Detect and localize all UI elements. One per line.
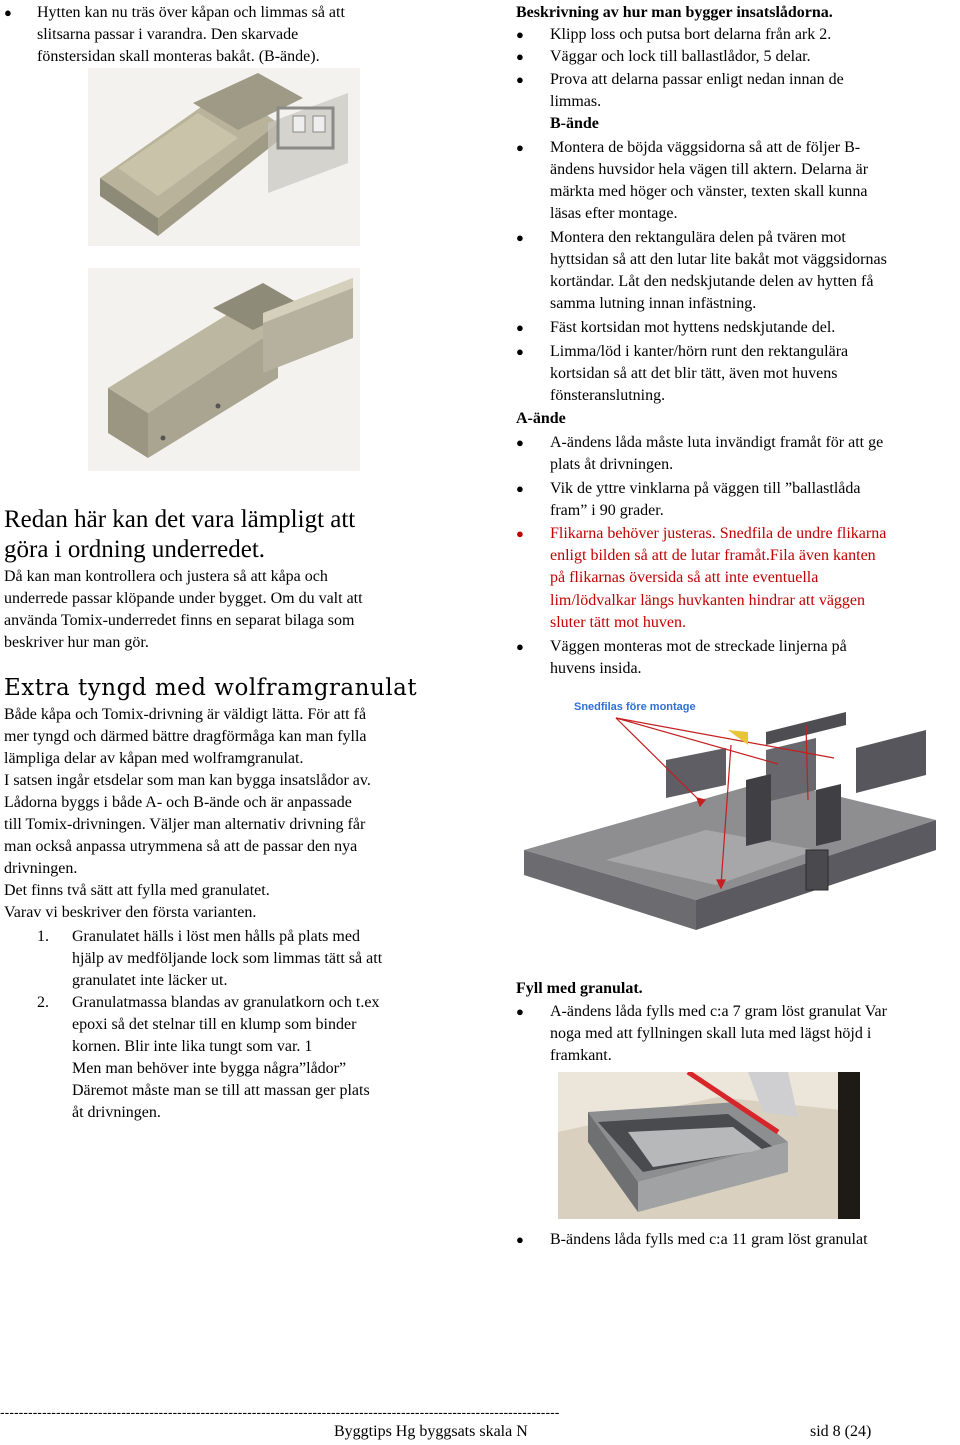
paragraph-line: lämpliga delar av kåpan med wolframgranulat. (4, 750, 304, 767)
list-number: 2. (37, 994, 49, 1011)
list-item-line: noga med att fyllningen skall luta med lägst höjd i (550, 1025, 872, 1042)
list-item-line: ändens huvsidor hela vägen till aktern. Delarna är (550, 161, 869, 178)
intro-line: slitsarna passar i varandra. Den skarvade (37, 26, 299, 43)
warning-line: sluter tätt mot huven. (550, 614, 686, 631)
intro-line: fönstersidan skall monteras bakåt. (B-ände). (37, 48, 320, 65)
footer-title: Byggtips Hg byggsats skala N (334, 1423, 528, 1440)
paragraph-line: Både kåpa och Tomix-drivning är väldigt lätta. För att få (4, 706, 367, 723)
intro-line: Hytten kan nu träs över kåpan och limmas så att (37, 4, 345, 21)
list-item-line: Klipp loss och putsa bort delarna från ark 2. (550, 26, 832, 43)
heading-tungsten-weight: Extra tyngd med wolframgranulat (4, 675, 418, 701)
assembled-hood-photo (88, 268, 360, 471)
list-item-line: Fäst kortsidan mot hyttens nedskjutande del. (550, 319, 836, 336)
list-item-line: kortsidan så att det blir tätt, även mot huvens (550, 365, 838, 382)
list-item-line: kortändar. Låt den nedskjutande delen av hytten få (550, 273, 874, 290)
list-item-line: hyttsidan så att den lutar lite bakåt mot väggsidornas (550, 251, 887, 268)
list-item-line: hjälp av medföljande lock som limmas tätt så att (72, 950, 383, 967)
list-number: 1. (37, 928, 49, 945)
bullet-icon: ● (516, 435, 524, 450)
paragraph-line: använda Tomix-underredet finns en separat bilaga som (4, 612, 355, 629)
bullet-icon: ● (516, 526, 524, 541)
paragraph-line: underrede passar klöpande under bygget. Om du valt att (4, 590, 363, 607)
heading-underframe: göra i ordning underredet. (4, 536, 266, 563)
bullet-icon: ● (516, 344, 524, 359)
bullet-icon: ● (516, 1232, 524, 1247)
list-item-line: Montera de böjda väggsidorna så att de följer B- (550, 139, 861, 156)
bullet-icon: ● (516, 320, 524, 335)
bullet-icon: ● (516, 140, 524, 155)
list-item-line: Prova att delarna passar enligt nedan innan de (550, 71, 844, 88)
list-item-line: läsas efter montage. (550, 205, 678, 222)
list-item-line: märkta med höger och vänster, texten skall kunna (550, 183, 868, 200)
bullet-icon: ● (516, 230, 524, 245)
list-item-line: Limma/löd i kanter/hörn runt den rektangulära (550, 343, 849, 360)
filled-box-photo (558, 1072, 860, 1219)
list-item-line: framkant. (550, 1047, 612, 1064)
subheading-a-end: A-ände (516, 410, 566, 427)
warning-line: på flikarnas översida så att inte eventuella (550, 569, 819, 586)
list-item-line: A-ändens låda måste luta invändigt framåt för att ge (550, 434, 884, 451)
bullet-icon: ● (516, 72, 524, 87)
list-item-line: Montera den rektangulära delen på tvären mot (550, 229, 846, 246)
bullet-icon: ● (4, 5, 12, 20)
list-item-line: Men man behöver inte bygga några”lådor” (72, 1060, 347, 1077)
list-item-line: epoxi så det stelnar till en klump som binder (72, 1016, 357, 1033)
paragraph-line: beskriver hur man gör. (4, 634, 149, 651)
paragraph-line: Då kan man kontrollera och justera så att kåpa och (4, 568, 328, 585)
heading-underframe: Redan här kan det vara lämpligt att (4, 506, 356, 533)
paragraph-line: I satsen ingår etsdelar som man kan bygga insatslådor av. (4, 772, 371, 789)
subheading-b-end: B-ände (550, 115, 599, 132)
list-item-line: åt drivningen. (72, 1104, 161, 1121)
list-item-line: B-ändens låda fylls med c:a 11 gram löst granulat (550, 1231, 868, 1248)
section-title: Beskrivning av hur man bygger insatslådorna. (516, 4, 833, 21)
list-item-line: huvens insida. (550, 660, 642, 677)
list-item-line: granulatet inte läcker ut. (72, 972, 228, 989)
warning-line: Flikarna behöver justeras. Snedfila de undre flikarna (550, 525, 887, 542)
warning-line: lim/lödvalkar längs huvkanten hindrar att väggen (550, 592, 866, 609)
paragraph-line: Varav vi beskriver den första varianten. (4, 904, 257, 921)
list-item-line: limmas. (550, 93, 602, 110)
list-item-line: Granulatet hälls i löst men hålls på plats med (72, 928, 360, 945)
diagram-caption: Snedfilas före montage (574, 701, 696, 713)
list-item-line: Däremot måste man se till att massan ger plats (72, 1082, 370, 1099)
bullet-icon: ● (516, 481, 524, 496)
paragraph-line: Det finns två sätt att fylla med granulatet. (4, 882, 270, 899)
fill-title: Fyll med granulat. (516, 980, 643, 997)
paragraph-line: man också anpassa utrymmena så att de passar den nya (4, 838, 358, 855)
list-item-line: Väggar och lock till ballastlådor, 5 delar. (550, 48, 811, 65)
kit-parts-photo (88, 68, 360, 246)
list-item-line: Granulatmassa blandas av granulatkorn och t.ex (72, 994, 380, 1011)
page-number: sid 8 (24) (810, 1423, 872, 1440)
paragraph-line: drivningen. (4, 860, 78, 877)
paragraph-line: mer tyngd och därmed bättre dragförmåga kan man fylla (4, 728, 367, 745)
warning-line: enligt bilden så att de lutar framåt.Fila även kanten (550, 547, 876, 564)
list-item-line: Väggen monteras mot de streckade linjerna på (550, 638, 847, 655)
list-item-line: kornen. Blir inte lika tungt som var. 1 (72, 1038, 313, 1055)
bullet-icon: ● (516, 1004, 524, 1019)
list-item-line: A-ändens låda fylls med c:a 7 gram löst granulat Var (550, 1003, 887, 1020)
bullet-icon: ● (516, 639, 524, 654)
footer-divider: ------------------------------------------------------------------------------------------------------------------------ (0, 1404, 560, 1420)
bullet-icon: ● (516, 27, 524, 42)
paragraph-line: till Tomix-drivningen. Väljer man alternativ drivning får (4, 816, 366, 833)
list-item-line: plats åt drivningen. (550, 456, 674, 473)
paragraph-line: Lådorna byggs i både A- och B-ände och är anpassade (4, 794, 352, 811)
list-item-line: fram” i 90 grader. (550, 502, 664, 519)
list-item-line: fönsteranslutning. (550, 387, 666, 404)
list-item-line: samma lutning innan infästning. (550, 295, 757, 312)
bullet-icon: ● (516, 49, 524, 64)
list-item-line: Vik de yttre vinklarna på väggen till ”ballastlåda (550, 480, 861, 497)
assembly-diagram (516, 690, 956, 955)
